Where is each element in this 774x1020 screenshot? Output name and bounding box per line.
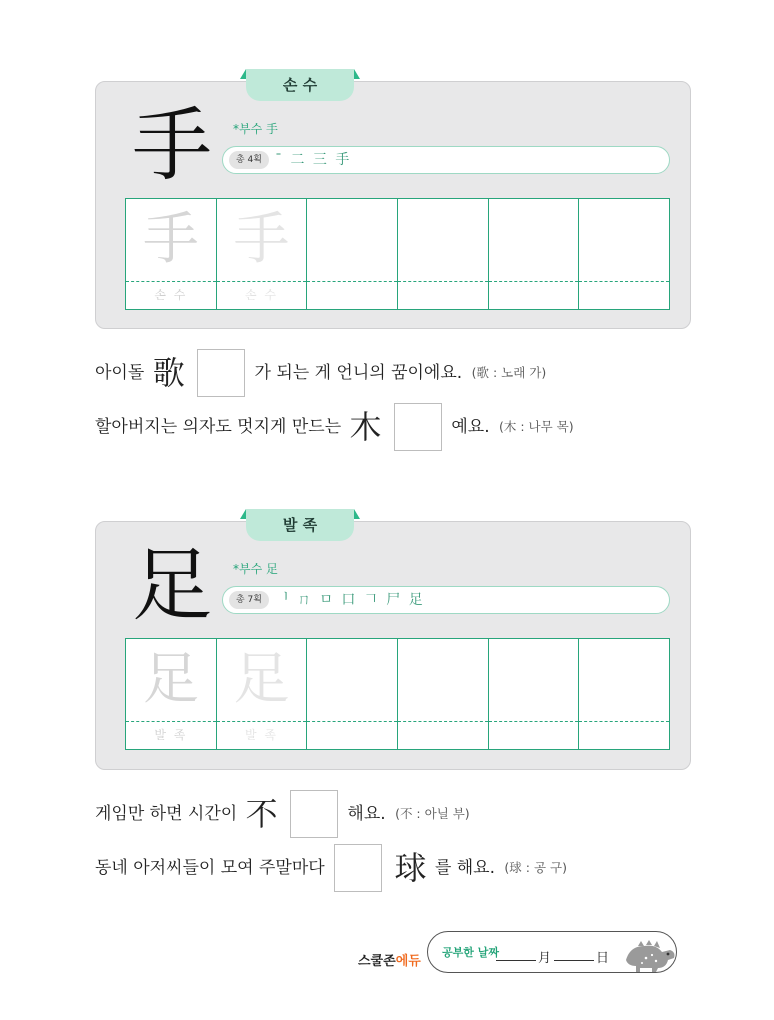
radical-label: *부수 手 bbox=[233, 122, 278, 136]
trace-hanja: 足 bbox=[233, 647, 290, 712]
practice-cell[interactable] bbox=[398, 199, 489, 309]
hanja-card-bal-jok bbox=[95, 516, 691, 770]
stroke-count-badge: 총 7획 bbox=[229, 591, 269, 609]
sentence-hint: (球 : 공 구) bbox=[504, 860, 567, 875]
practice-cell[interactable] bbox=[217, 199, 308, 309]
radical-label: *부수 足 bbox=[233, 562, 278, 576]
sentence-4 bbox=[95, 844, 567, 892]
trace-hanja: 手 bbox=[142, 207, 199, 272]
logo-suffix: 에듀 bbox=[395, 954, 421, 969]
reading-tab: 발 족 bbox=[246, 509, 354, 541]
answer-blank[interactable] bbox=[290, 790, 338, 838]
practice-grid bbox=[125, 198, 670, 310]
sentence-1 bbox=[95, 349, 546, 397]
sentence-before: 할아버지는 의자도 멋지게 만드는 bbox=[95, 417, 342, 437]
guide-line bbox=[126, 721, 216, 722]
sentence-hanja: 歌 bbox=[152, 354, 185, 392]
guide-line bbox=[579, 721, 669, 722]
guide-line bbox=[126, 281, 216, 282]
practice-cell[interactable] bbox=[579, 639, 669, 749]
practice-cell[interactable] bbox=[489, 199, 580, 309]
trace-hanja: 足 bbox=[142, 647, 199, 712]
sentence-after: 해요. bbox=[347, 804, 386, 824]
trace-reading: 발 족 bbox=[245, 728, 278, 742]
sentence-2 bbox=[95, 403, 574, 451]
guide-line bbox=[398, 281, 488, 282]
guide-line bbox=[217, 281, 307, 282]
logo-text: 스쿨존 bbox=[358, 954, 396, 969]
trace-reading: 손 수 bbox=[245, 288, 278, 302]
hanja-card-son-su bbox=[95, 76, 691, 329]
stroke-sequence: ˉ ⼆ 三 手 bbox=[275, 152, 352, 168]
sentence-hint: (歌 : 노래 가) bbox=[471, 365, 547, 380]
practice-cell[interactable] bbox=[489, 639, 580, 749]
answer-blank[interactable] bbox=[334, 844, 382, 892]
practice-cell[interactable] bbox=[398, 639, 489, 749]
sentence-after: 를 해요. bbox=[434, 858, 496, 878]
sentence-hint: (木 : 나무 목) bbox=[499, 419, 574, 434]
main-hanja: 手 bbox=[132, 99, 212, 192]
guide-line bbox=[489, 721, 579, 722]
practice-cell[interactable] bbox=[579, 199, 669, 309]
practice-cell[interactable] bbox=[217, 639, 308, 749]
practice-cell[interactable] bbox=[307, 199, 398, 309]
practice-cell[interactable] bbox=[126, 639, 217, 749]
guide-line bbox=[217, 721, 307, 722]
month-blank[interactable] bbox=[496, 960, 536, 961]
stroke-order-bar bbox=[222, 586, 670, 614]
practice-grid bbox=[125, 638, 670, 750]
reading-tab: 손 수 bbox=[246, 69, 354, 101]
sentence-hanja: 木 bbox=[349, 408, 382, 446]
sentence-before: 게임만 하면 시간이 bbox=[95, 804, 238, 824]
day-blank[interactable] bbox=[554, 960, 594, 961]
answer-blank[interactable] bbox=[394, 403, 442, 451]
date-label: 공부한 날짜 bbox=[442, 946, 499, 959]
guide-line bbox=[398, 721, 488, 722]
stroke-order-bar bbox=[222, 146, 670, 174]
trace-reading: 손 수 bbox=[154, 288, 188, 302]
dinosaur-icon bbox=[622, 938, 678, 974]
guide-line bbox=[489, 281, 579, 282]
practice-cell[interactable] bbox=[307, 639, 398, 749]
day-unit: 日 bbox=[596, 951, 610, 966]
stroke-sequence: ᅵ ㄇ ㅁ 口 𠃍 尸 足 bbox=[275, 592, 425, 608]
sentence-after: 예요. bbox=[451, 417, 490, 437]
guide-line bbox=[307, 281, 397, 282]
main-hanja: 足 bbox=[132, 539, 212, 632]
trace-reading: 발 족 bbox=[154, 728, 188, 742]
sentence-after: 가 되는 게 언니의 꿈이에요. bbox=[254, 363, 463, 383]
sentence-3 bbox=[95, 790, 470, 838]
sentence-hint: (不 : 아닐 부) bbox=[395, 806, 470, 821]
sentence-hanja: 不 bbox=[245, 795, 278, 833]
stroke-count-badge: 총 4획 bbox=[229, 151, 269, 169]
answer-blank[interactable] bbox=[197, 349, 245, 397]
trace-hanja: 手 bbox=[233, 207, 290, 272]
practice-cell[interactable] bbox=[126, 199, 217, 309]
guide-line bbox=[579, 281, 669, 282]
publisher-logo bbox=[358, 950, 421, 969]
month-unit: 月 bbox=[538, 951, 552, 966]
sentence-before: 아이돌 bbox=[95, 363, 145, 383]
sentence-hanja: 球 bbox=[394, 849, 427, 887]
guide-line bbox=[307, 721, 397, 722]
sentence-before: 동네 아저씨들이 모여 주말마다 bbox=[95, 858, 325, 878]
